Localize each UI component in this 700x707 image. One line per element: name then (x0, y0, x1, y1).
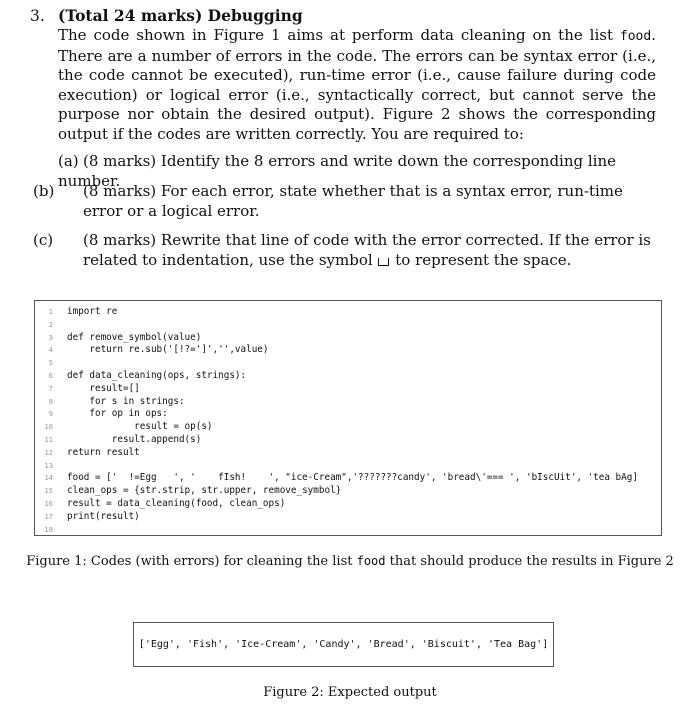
code-line: 14 food = [' !=Egg ', ' fIsh! ', "ice-Cream",'???????candy', 'bread\'=== ', 'bIscUit', 'tea bAg] (44, 472, 638, 484)
code-line: 13 (44, 460, 53, 470)
code-line: 7 result=[] (48, 382, 140, 394)
code-line: 11 result.append(s) (44, 434, 202, 445)
question-number: 3. (30, 7, 45, 25)
code-line: 2 (48, 319, 53, 329)
part-a-text: (8 marks) Identify the 8 errors and write down the corresponding line number. (58, 152, 617, 190)
code-line: 4 return re.sub('[!?=']','',value) (48, 344, 269, 356)
part-c (33, 230, 658, 270)
intro-text-2: . There are a number of errors in the code. The errors can be syntax error (i.e., the code cannot be executed), run-time error (i.e., cause failure during code execution) or logical error (i.e., syntactically correct, but cannot serve the purpose nor obtain the desired output). Figure 2 shows the corresponding output if the codes are written correctly. You are required to: (58, 26, 656, 143)
part-c-text-1: (8 marks) Rewrite that line of code with the error corrected. If the error is related to indentation, use the symbol (83, 231, 651, 269)
figure-2-caption: Figure 2: Expected output (263, 685, 437, 700)
code-line: 3 def remove_symbol(value) (48, 331, 202, 343)
code-line: 10 result = op(s) (44, 421, 213, 433)
part-b-label: (b) (33, 182, 55, 200)
intro-code-food: food (619, 29, 652, 44)
code-listing (34, 300, 662, 536)
code-line: 16 result = data_cleaning(food, clean_ops) (44, 498, 286, 509)
part-b-text: (8 marks) For each error, state whether that is a syntax error, run-time error or a logical error. (83, 182, 623, 220)
caption-code-food: food (356, 554, 386, 568)
code-line: 5 (48, 358, 53, 368)
figure-1-caption: Figure 1: Codes (with errors) for cleaning the list food that should produce the results in Figure 2 (26, 554, 674, 569)
question-title: (Total 24 marks) Debugging (58, 6, 303, 25)
space-symbol-icon (378, 258, 389, 266)
question-header (30, 6, 303, 25)
code-line: 15 clean_ops = {str.strip, str.upper, remove_symbol} (44, 485, 342, 497)
part-a-label: (a) (58, 152, 79, 170)
question-intro (58, 26, 656, 144)
code-line: 12 return result (44, 446, 140, 458)
code-line: 1 import re (48, 306, 118, 317)
code-line: 6 def data_cleaning(ops, strings): (48, 370, 247, 381)
code-line: 18 (44, 524, 53, 534)
code-line: 17 print(result) (44, 510, 140, 522)
intro-text-1: The code shown in Figure 1 aims at perform data cleaning on the list (58, 26, 620, 44)
expected-output-box (133, 622, 554, 667)
part-c-text-2: to represent the space. (395, 251, 572, 269)
part-c-label: (c) (33, 231, 54, 249)
code-line: 9 for op in ops: (48, 408, 168, 420)
part-b (33, 181, 658, 221)
expected-output-text: ['Egg', 'Fish', 'Ice-Cream', 'Candy', 'Bread', 'Biscuit', 'Tea Bag'] (138, 639, 549, 650)
code-line: 8 for s in strings: (48, 395, 185, 407)
